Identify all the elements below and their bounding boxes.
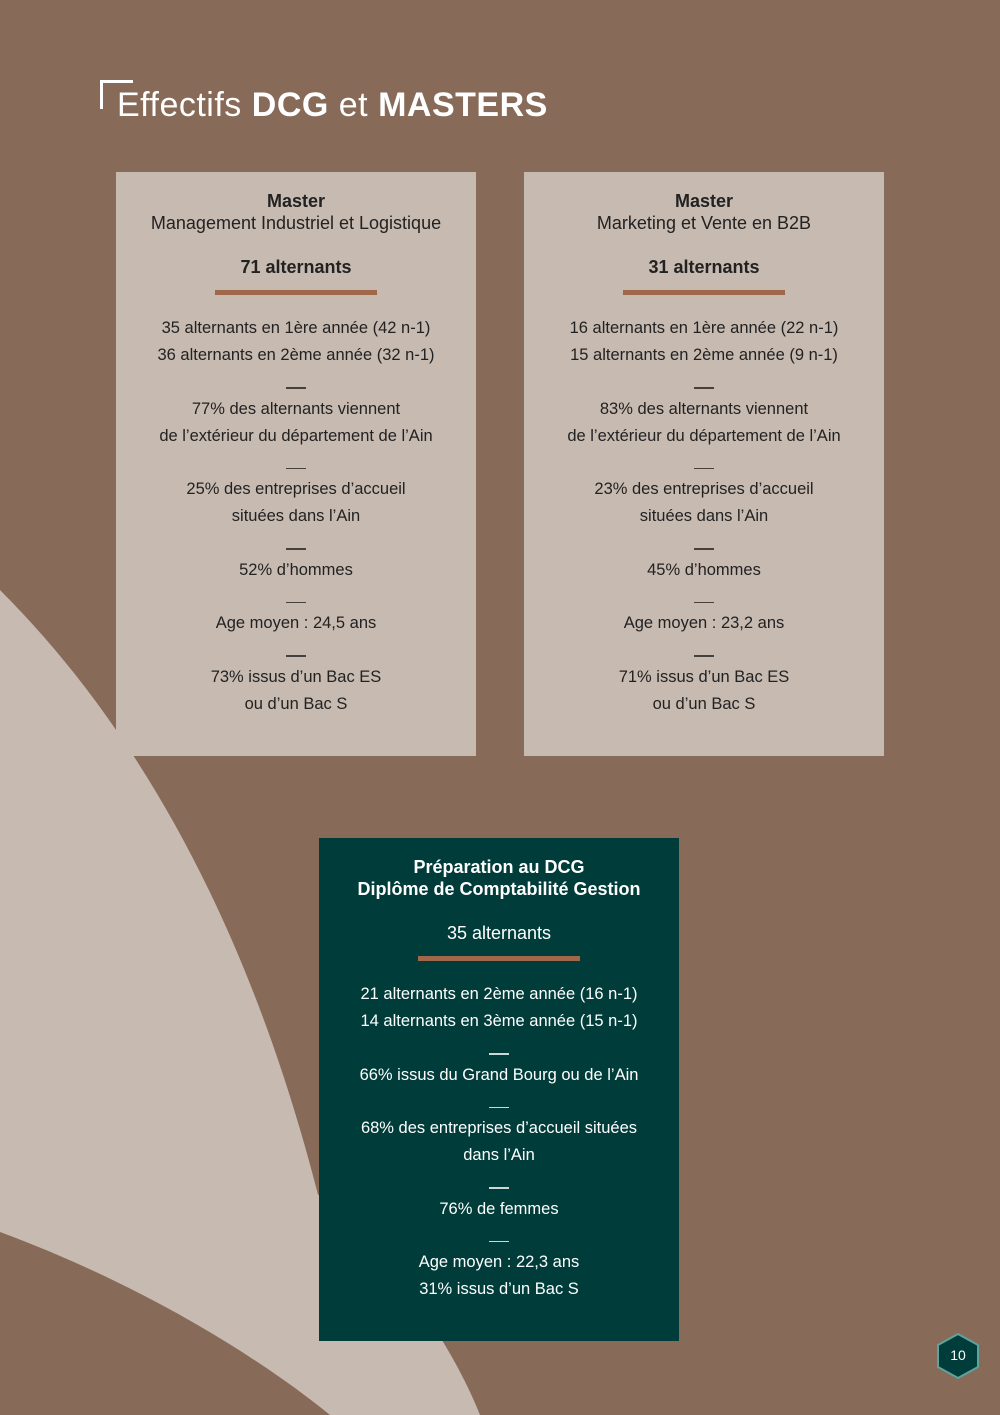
card-kicker: Master	[674, 191, 734, 211]
card-subtitle: Marketing et Vente en B2B	[596, 213, 812, 233]
fact-line: 66% issus du Grand Bourg ou de l’Ain	[359, 1065, 639, 1084]
title-part-1: Effectifs	[117, 86, 252, 124]
accent-bar	[623, 290, 785, 295]
fact-line: 45% d’hommes	[647, 560, 761, 579]
card-count: 71 alternants	[240, 257, 352, 277]
fact-line: ou d’un Bac S	[652, 694, 756, 713]
card-subtitle: Management Industriel et Logistique	[150, 213, 442, 233]
card-count: 35 alternants	[446, 923, 552, 943]
fact-line: 71% issus d’un Bac ES	[618, 667, 790, 686]
separator-dash	[286, 387, 306, 389]
page-title	[117, 86, 548, 125]
separator-dash	[489, 1187, 509, 1189]
fact-line: 76% de femmes	[439, 1199, 559, 1218]
title-part-dcg: DCG	[251, 86, 329, 124]
separator-dash	[286, 468, 306, 470]
fact-line: 16 alternants en 1ère année (22 n-1)	[569, 319, 839, 337]
fact-line: 68% des entreprises d’accueil situées	[360, 1119, 638, 1137]
separator-dash	[694, 602, 714, 604]
fact-line: de l’extérieur du département de l’Ain	[567, 426, 841, 445]
separator-dash	[489, 1053, 509, 1055]
separator-dash	[694, 387, 714, 389]
fact-line: Age moyen : 23,2 ans	[623, 614, 785, 632]
title-part-masters: MASTERS	[378, 86, 548, 124]
fact-line: 31% issus d’un Bac S	[419, 1280, 579, 1298]
separator-dash	[489, 1107, 509, 1109]
fact-line: situées dans l’Ain	[231, 507, 361, 525]
separator-dash	[694, 655, 714, 657]
fact-line: 25% des entreprises d’accueil	[186, 480, 406, 498]
card-master-marketing-vente	[524, 172, 884, 756]
fact-line: 21 alternants en 2ème année (16 n-1)	[360, 985, 638, 1003]
card-subtitle: Diplôme de Comptabilité Gestion	[357, 879, 641, 899]
fact-line: dans l’Ain	[463, 1146, 535, 1164]
page-number: 10	[950, 1347, 966, 1363]
card-kicker: Préparation au DCG	[413, 857, 585, 877]
card-preparation-dcg	[319, 838, 679, 1341]
separator-dash	[694, 548, 714, 550]
card-kicker: Master	[266, 191, 326, 211]
fact-line: Age moyen : 22,3 ans	[418, 1253, 580, 1271]
fact-line: 77% des alternants viennent	[191, 399, 401, 418]
fact-line: 73% issus d’un Bac ES	[210, 667, 382, 686]
page-number-badge	[936, 1332, 980, 1380]
accent-bar	[418, 956, 580, 961]
separator-dash	[694, 468, 714, 470]
fact-line: 36 alternants en 2ème année (32 n-1)	[157, 346, 435, 364]
fact-line: 35 alternants en 1ère année (42 n-1)	[161, 319, 431, 337]
card-count: 31 alternants	[648, 257, 760, 277]
fact-line: 52% d’hommes	[239, 560, 353, 579]
fact-line: ou d’un Bac S	[244, 694, 348, 713]
separator-dash	[286, 548, 306, 550]
fact-line: 83% des alternants viennent	[599, 399, 809, 418]
card-master-management-industriel	[116, 172, 476, 756]
fact-line: 23% des entreprises d’accueil	[594, 480, 814, 498]
fact-line: de l’extérieur du département de l’Ain	[159, 426, 433, 445]
separator-dash	[489, 1241, 509, 1243]
separator-dash	[286, 655, 306, 657]
fact-line: 15 alternants en 2ème année (9 n-1)	[570, 346, 838, 364]
title-part-2: et	[328, 86, 379, 124]
facts-list	[116, 315, 476, 718]
fact-line: 14 alternants en 3ème année (15 n-1)	[360, 1012, 638, 1030]
facts-list	[319, 981, 679, 1303]
fact-line: situées dans l’Ain	[639, 507, 769, 525]
accent-bar	[215, 290, 377, 295]
facts-list	[524, 315, 884, 718]
fact-line: Age moyen : 24,5 ans	[215, 614, 377, 632]
separator-dash	[286, 602, 306, 604]
